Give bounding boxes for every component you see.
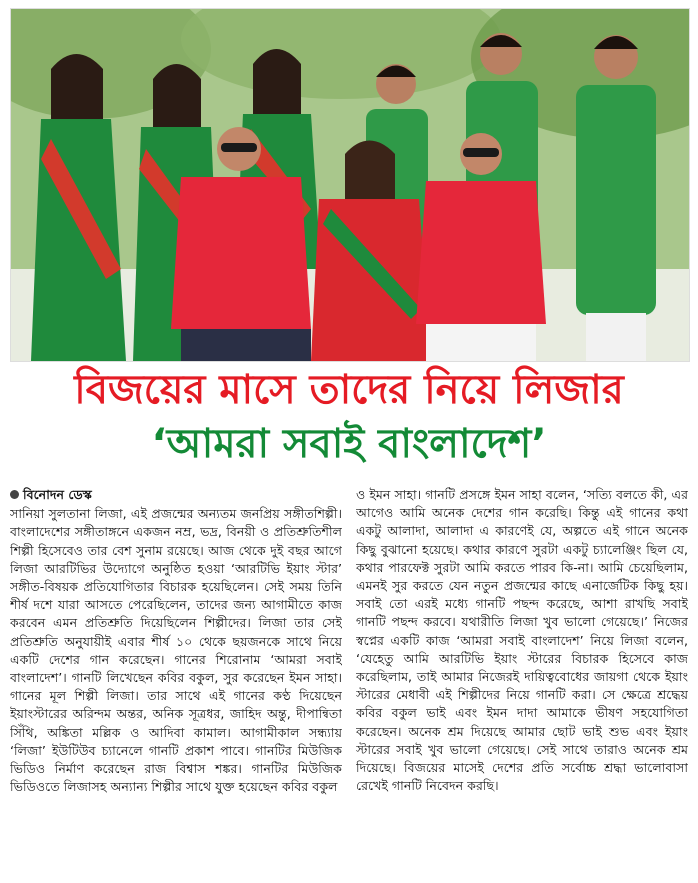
headline-line2: ‘আমরা সবাই বাংলাদেশ’ [151, 421, 547, 467]
group-photo [10, 8, 690, 362]
column-1-text: সানিয়া সুলতানা লিজা, এই প্রজন্মের অন্যতম জনপ্রিয় সঙ্গীতশিল্পী। বাংলাদেশের সঙ্গীতাঙ্গনে একজন নম্র, ভদ্র, বিনয়ী ও প্রতিশ্রুতিশীল শিল্পী হিসেবেও তার বেশ সুনাম রয়েছে। আজ থেকে দুই বছর আগে লিজা আরটিভির উদ্যোগে অনুষ্ঠিত হওয়া ‘আরটিভি ইয়াং স্টার’ সঙ্গীত-বিষয়ক প্রতিযোগিতার বিচারক হয়েছিলেন। সেই সময় তিনি শীর্ষ দশে যারা আসতে পেরেছিলেন, তাদের জন্য আগামীতে কাজ করবেন এমন প্রতিশ্রুতি দিয়েছিলেন শিল্পীদের। লিজা তার সেই প্রতিশ্রুতি অনুযায়ীই এবার শীর্ষ ১০ থেকে ছয়জনকে সাথে নিয়ে একটি দেশের গান করেছেন। গানের শিরোনাম ‘আমরা সবাই বাংলাদেশ’। গানটি লিখেছেন কবির বকুল, সুর করেছেন ইমন সাহা। গানের মূল শিল্পী লিজা। তার সাথে এই গানের কণ্ঠ দিয়েছেন ইয়াংস্টারের অরিন্দম অন্তর, অনিক সূত্রধর, জাহিদ অন্তু, দীপান্বিতা সিঁথি, অঙ্কিতা মল্লিক ও আদিবা কামাল। আগামীকাল সন্ধ্যায় ‘লিজা’ ইউটিউব চ্যানেলে গানটি প্রকাশ পাবে। গানটির মিউজিক ভিডিও নির্মাণ করেছেন রাজ বিশ্বাস শঙ্কর। গানটির মিউজিক ভিডিওতে লিজাসহ অন্যান্য শিল্পীর সাথে যুক্ত হয়েছেন কবির বকুল [10, 506, 342, 795]
article-column-1 [10, 486, 342, 878]
bullet-icon [10, 490, 19, 499]
group-photo-illustration [11, 9, 689, 361]
headline-line1: বিজয়ের মাসে তাদের নিয়ে লিজার [74, 367, 624, 413]
article-body [10, 486, 688, 878]
column-2-text: ও ইমন সাহা। গানটি প্রসঙ্গে ইমন সাহা বলেন, ‘সত্যি বলতে কী, এর আগেও আমি অনেক দেশের গান করেছি। কিন্তু এই গানের কথা একটু আলাদা, আলাদা এ কারণেই যে, অল্পতে এই গানে অনেক কিছু বুঝানো হয়েছে। কথার কারণে সুরটা একটু চ্যালেঞ্জিং ছিল যে, কথার পারফেক্ট সুরটা আমি করতে পারব কি-না। আমি চেয়েছিলাম, এমনই সুর করতে যেন নতুন প্রজন্মের কাছে এনার্জেটিক কিছু হয়। সবাই তো এরই মধ্যে গানটি পছন্দ করেছে, আশা রাখছি সবাই গানটি পছন্দ করবে। যথারীতি লিজা খুব ভালো গেয়েছে।’ নিজের স্বপ্নের একটি কাজ ‘আমরা সবাই বাংলাদেশ’ নিয়ে লিজা বলেন, ‘যেহেতু আমি আরটিভি ইয়াং স্টারের বিচারক হিসেবে কাজ করেছিলাম, তাই আমার নিজেরই দায়িত্ববোধের জায়গা থেকে ইয়াং স্টারের মেধাবী এই শিল্পীদের নিয়ে গানটি করা। সে ক্ষেত্রে শ্রদ্ধেয় কবির বকুল ভাই এবং ইমন দাদা আমাকে ভীষণ সহযোগিতা করেছেন। অনেক শ্রম দিয়েছে আমার ছোট ভাই শুভ এবং ইয়াং স্টারের সবাই খুব ভালো গেয়েছে। সেই সাথে তারাও অনেক শ্রম দিয়েছে। বিজয়ের মাসেই দেশের প্রতি সর্বোচ্চ শ্রদ্ধা ভালোবাসা রেখেই গানটি নিবেদন করছি। [356, 487, 688, 794]
article-column-2 [356, 486, 688, 878]
byline [10, 486, 342, 504]
byline-text: বিনোদন ডেস্ক [23, 487, 92, 502]
